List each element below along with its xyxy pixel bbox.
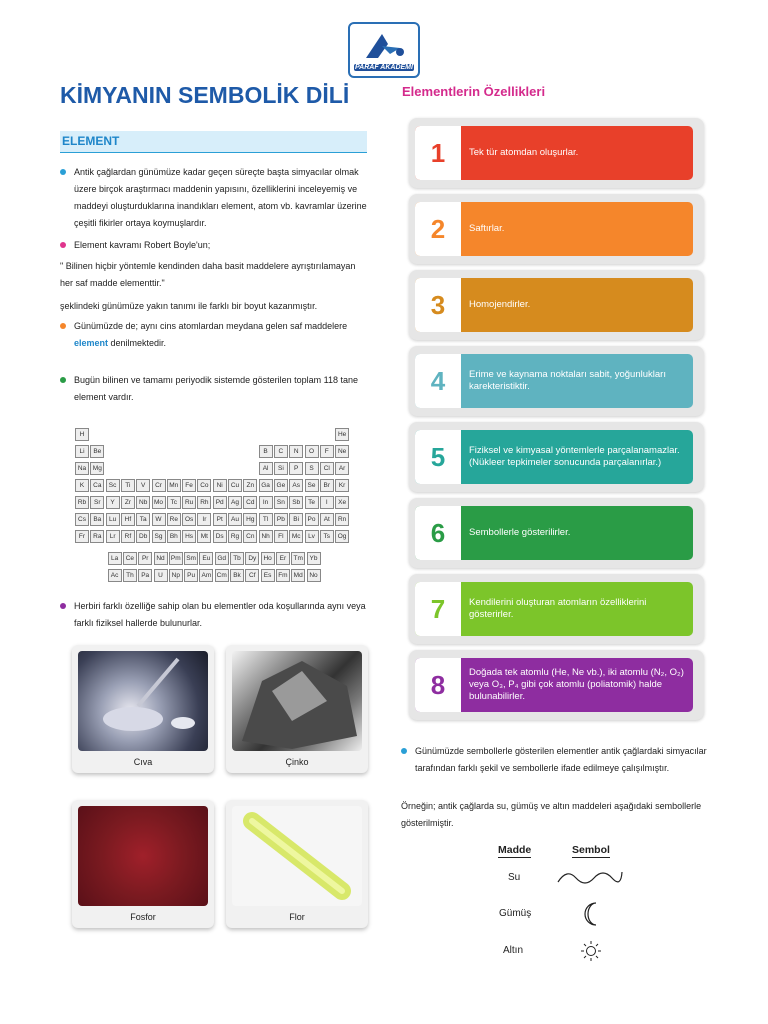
element-cell: As (289, 479, 303, 492)
element-cell: Pr (138, 552, 152, 565)
element-cell: Al (259, 462, 273, 475)
property-text: Saftırlar. (469, 223, 505, 234)
element-cell: Fm (276, 569, 290, 582)
element-cell: Nh (259, 530, 273, 543)
element-cell: Pm (169, 552, 183, 565)
photo-mercury (72, 645, 214, 773)
property-text: Doğada tek atomlu (He, Ne vb.), iki atomlu (N₂, O₂) veya O₃, P₄ gibi çok atomlu (poliatomik) halde bulunabilirler. (469, 667, 684, 702)
element-cell: Cd (243, 496, 257, 509)
property-card-8 (409, 650, 704, 720)
property-number: 5 (415, 430, 461, 484)
element-cell: Md (291, 569, 305, 582)
element-cell: Es (261, 569, 275, 582)
element-cell: S (305, 462, 319, 475)
element-cell: Pt (213, 513, 227, 526)
element-cell: Lu (106, 513, 120, 526)
element-cell: Hs (182, 530, 196, 543)
property-card-6 (409, 498, 704, 568)
example-text: Örneğin; antik çağlarda su, gümüş ve altın maddeleri aşağıdaki sembollerle gösterilmiştir. (401, 801, 702, 828)
page-title: KİMYANIN SEMBOLİK DİLİ (60, 82, 350, 108)
element-cell: Ni (213, 479, 227, 492)
element-cell: Mn (167, 479, 181, 492)
element-cell: Tc (167, 496, 181, 509)
property-card-5 (409, 422, 704, 492)
substance-silver: Gümüş (499, 908, 532, 919)
element-cell: Fl (274, 530, 288, 543)
element-cell: Ag (228, 496, 242, 509)
element-cell: Co (197, 479, 211, 492)
element-cell: Si (274, 462, 288, 475)
table-header-symbol: Sembol (572, 844, 610, 856)
element-cell: Lv (305, 530, 319, 543)
element-cell: Bi (289, 513, 303, 526)
element-cell: Ga (259, 479, 273, 492)
element-cell: O (305, 445, 319, 458)
property-text: Kendilerini oluşturan atomların özelliklerini gösterirler. (469, 597, 647, 620)
element-cell: Sc (106, 479, 120, 492)
element-cell: Na (75, 462, 89, 475)
property-card-3 (409, 270, 704, 340)
element-cell: Hg (243, 513, 257, 526)
element-cell: He (335, 428, 349, 441)
element-cell: Li (75, 445, 89, 458)
property-card-4 (409, 346, 704, 416)
element-cell: Ir (197, 513, 211, 526)
photo-caption: Flor (289, 912, 305, 922)
element-cell: Bh (167, 530, 181, 543)
element-cell: Ts (320, 530, 334, 543)
property-number: 4 (415, 354, 461, 408)
logo-icon (360, 28, 408, 62)
element-cell: Mo (152, 496, 166, 509)
zinc-rock-image (232, 651, 362, 751)
element-cell: Au (228, 513, 242, 526)
element-cell: Pa (138, 569, 152, 582)
property-number: 7 (415, 582, 461, 636)
property-text: Fiziksel ve kimyasal yöntemlerle parçalanamazlar. (Nükleer tepkimeler sonucunda parçalanırlar.) (469, 445, 680, 468)
element-cell: Se (305, 479, 319, 492)
element-cell: Sn (274, 496, 288, 509)
element-cell: Gd (215, 552, 229, 565)
property-card-7 (409, 574, 704, 644)
photo-caption: Çinko (285, 757, 309, 767)
mercury-drop-image (78, 651, 208, 751)
paraf-akademi-logo (348, 22, 420, 78)
element-cell: Ru (182, 496, 196, 509)
element-cell: Os (182, 513, 196, 526)
element-cell: Hf (121, 513, 135, 526)
element-cell: Er (276, 552, 290, 565)
bullet-definition: Günümüzde de; aynı cins atomlardan meydana gelen saf maddelere element denilmektedir. (60, 318, 370, 352)
element-cell: F (320, 445, 334, 458)
element-cell: Cs (75, 513, 89, 526)
element-cell: At (320, 513, 334, 526)
element-cell: Tb (230, 552, 244, 565)
photo-zinc (226, 645, 368, 773)
element-cell: Ta (136, 513, 150, 526)
element-cell: Nd (154, 552, 168, 565)
element-cell: B (259, 445, 273, 458)
section-header-element: ELEMENT (60, 131, 367, 153)
element-cell: Tm (291, 552, 305, 565)
substance-gold: Altın (503, 945, 524, 956)
element-cell: Sb (289, 496, 303, 509)
element-cell: Be (90, 445, 104, 458)
bullet-boyle: Element kavramı Robert Boyle'un; (60, 237, 370, 254)
element-cell: P (289, 462, 303, 475)
element-cell: Am (199, 569, 213, 582)
element-cell: W (152, 513, 166, 526)
element-cell: Pb (274, 513, 288, 526)
element-cell: Sm (184, 552, 198, 565)
element-cell: Cr (152, 479, 166, 492)
element-cell: Yb (307, 552, 321, 565)
element-cell: Fe (182, 479, 196, 492)
element-cell: K (75, 479, 89, 492)
element-cell: C (274, 445, 288, 458)
element-cell: Ti (121, 479, 135, 492)
element-cell: Cn (243, 530, 257, 543)
element-cell: Zr (121, 496, 135, 509)
property-text: Erime ve kaynama noktaları sabit, yoğunlukları karekteristiktir. (469, 369, 666, 392)
element-cell: Rb (75, 496, 89, 509)
element-cell: Sg (152, 530, 166, 543)
crescent-moon-symbol (578, 900, 604, 928)
property-text: Sembollerle gösterilirler. (469, 527, 571, 538)
bullet-physical-states: Herbiri farklı özelliğe sahip olan bu elementler oda koşullarında aynı veya farklı fiziksel hallerde bulunurlar. (60, 598, 370, 632)
element-cell: Po (305, 513, 319, 526)
element-cell: Mc (289, 530, 303, 543)
element-cell: Ar (335, 462, 349, 475)
photo-caption: Fosfor (130, 912, 156, 922)
element-cell: I (320, 496, 334, 509)
element-cell: Eu (199, 552, 213, 565)
element-cell: Nb (136, 496, 150, 509)
element-cell: La (108, 552, 122, 565)
element-cell: Rn (335, 513, 349, 526)
element-cell: Th (123, 569, 137, 582)
property-number: 6 (415, 506, 461, 560)
element-cell: Mg (90, 462, 104, 475)
element-cell: Rf (121, 530, 135, 543)
element-cell: Kr (335, 479, 349, 492)
element-cell: Ac (108, 569, 122, 582)
element-cell: Ca (90, 479, 104, 492)
element-cell: Te (305, 496, 319, 509)
property-number: 8 (415, 658, 461, 712)
element-cell: Ho (261, 552, 275, 565)
property-text: Tek tür atomdan oluşurlar. (469, 147, 579, 158)
element-cell: Ds (213, 530, 227, 543)
element-cell: Ge (274, 479, 288, 492)
element-keyword: element (74, 338, 109, 348)
element-cell: In (259, 496, 273, 509)
bullet-history: Antik çağlardan günümüze kadar geçen süreçte başta simyacılar olmak üzere birçok araştırmacı maddenin yapısını, özelliklerini inceleyemiş ve maddeyi oluşturduklarına inandıkları element, atom vb. kavramlar üzerine çeşitli fikirler ortaya koymuşlardır. (60, 164, 370, 232)
photo-phosphorus (72, 800, 214, 928)
photo-fluorine (226, 800, 368, 928)
element-cell: Dy (245, 552, 259, 565)
water-wave-symbol (556, 866, 624, 888)
element-cell: Og (335, 530, 349, 543)
element-cell: Rg (228, 530, 242, 543)
element-cell: Xe (335, 496, 349, 509)
property-card-1 (409, 118, 704, 188)
element-cell: V (136, 479, 150, 492)
property-number: 1 (415, 126, 461, 180)
element-cell: Pu (184, 569, 198, 582)
element-cell: Tl (259, 513, 273, 526)
property-text: Homojendirler. (469, 299, 531, 310)
element-cell: Rh (197, 496, 211, 509)
element-cell: Cu (228, 479, 242, 492)
property-number: 2 (415, 202, 461, 256)
element-cell: Cf (245, 569, 259, 582)
element-cell: Pd (213, 496, 227, 509)
fluorine-tube-image (232, 806, 362, 906)
property-card-2 (409, 194, 704, 264)
phosphorus-powder-image (78, 806, 208, 906)
element-cell: Fr (75, 530, 89, 543)
element-cell: Np (169, 569, 183, 582)
bullet-118-elements: Bugün bilinen ve tamamı periyodik sistemde gösterilen toplam 118 tane element vardır. (60, 372, 370, 406)
element-cell: No (307, 569, 321, 582)
table-header-substance: Madde (498, 844, 532, 856)
element-cell: Ba (90, 513, 104, 526)
property-number: 3 (415, 278, 461, 332)
element-cell: Ra (90, 530, 104, 543)
element-cell: Re (167, 513, 181, 526)
element-cell: Ne (335, 445, 349, 458)
sun-symbol (580, 940, 602, 962)
element-cell: Sr (90, 496, 104, 509)
photo-caption: Cıva (133, 757, 153, 767)
periodic-table (75, 428, 355, 588)
boyle-quote: " Bilinen hiçbir yöntemle kendinden daha basit maddelere ayrıştırılamayan her saf madde elementtir." (60, 261, 356, 288)
element-cell: Bk (230, 569, 244, 582)
element-cell: Zn (243, 479, 257, 492)
properties-title: Elementlerin Özellikleri (402, 84, 546, 99)
element-cell: Cm (215, 569, 229, 582)
element-cell: H (75, 428, 89, 441)
element-cell: Ce (123, 552, 137, 565)
element-cell: Db (136, 530, 150, 543)
definition-text: şeklindeki günümüze yakın tanımı ile farklı bir boyut kazanmıştır. (60, 301, 318, 311)
element-cell: Br (320, 479, 334, 492)
element-cell: Mt (197, 530, 211, 543)
element-cell: Y (106, 496, 120, 509)
element-cell: N (289, 445, 303, 458)
element-cell: U (154, 569, 168, 582)
element-cell: Lr (106, 530, 120, 543)
logo-text: PARAF AKADEMİ (355, 64, 413, 71)
substance-water: Su (508, 872, 521, 883)
bullet-alchemy-symbols: Günümüzde sembollerle gösterilen elementler antik çağlardaki simyacılar tarafından farklı şekil ve sembollerle ifade edilmeye çalışılmıştır. (401, 743, 721, 777)
element-cell: Cl (320, 462, 334, 475)
